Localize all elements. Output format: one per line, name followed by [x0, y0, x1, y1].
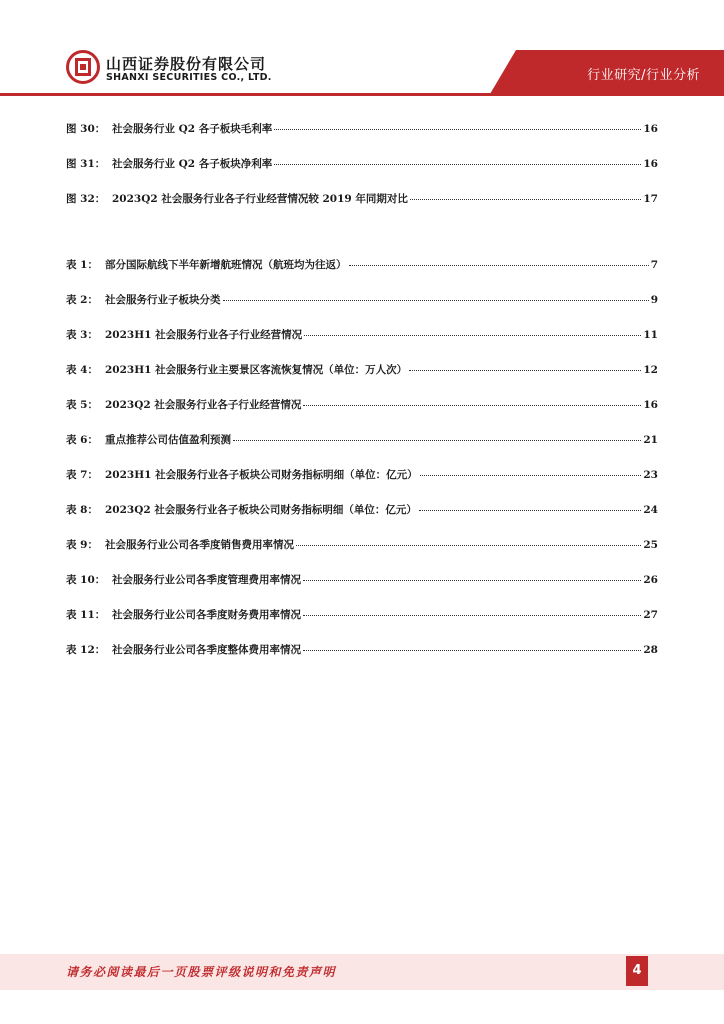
toc-entry-title: 社会服务行业 Q2 各子板块毛利率 [112, 123, 273, 135]
toc-entry[interactable] [66, 254, 658, 289]
toc-entry-page: 16 [643, 399, 658, 411]
page-header [0, 0, 724, 100]
toc-entry-number: 表 6： [66, 434, 98, 446]
toc-entry-title: 社会服务行业子板块分类 [105, 294, 221, 306]
toc-entry-number: 图 30： [66, 123, 106, 135]
toc-entry-number: 表 5： [66, 399, 98, 411]
toc-entry[interactable] [66, 359, 658, 394]
toc-dot-leader [303, 650, 641, 651]
toc-dot-leader [409, 370, 641, 371]
toc-entry-number: 表 11： [66, 609, 106, 621]
toc-dot-leader [223, 300, 649, 301]
toc-dot-leader [419, 510, 642, 511]
toc-entry-page: 9 [650, 294, 658, 306]
section-tag: 行业研究/行业分析 [587, 68, 700, 83]
toc-entry-number: 图 32： [66, 193, 106, 205]
toc-entry[interactable] [66, 604, 658, 639]
table-list [66, 254, 658, 674]
toc-entry-page: 11 [643, 329, 658, 341]
toc-entry-page: 25 [643, 539, 658, 551]
toc-entry-page: 21 [643, 434, 658, 446]
brand-name-en: SHANXI SECURITIES CO., LTD. [106, 72, 272, 83]
toc-entry-page: 26 [643, 574, 658, 586]
toc-entry[interactable] [66, 569, 658, 604]
page-number: 4 [626, 956, 648, 986]
toc-entry-page: 7 [650, 259, 658, 271]
toc-dot-leader [420, 475, 642, 476]
toc-entry-number: 表 10： [66, 574, 106, 586]
toc-entry-title: 2023Q2 社会服务行业各子板块公司财务指标明细（单位：亿元） [105, 504, 417, 516]
toc-entry-number: 表 7： [66, 469, 98, 481]
brand-name-cn: 山西证券股份有限公司 [106, 55, 267, 73]
toc-entry-page: 16 [643, 123, 658, 135]
toc-dot-leader [233, 440, 641, 441]
toc-entry[interactable] [66, 324, 658, 359]
toc-entry-title: 社会服务行业公司各季度财务费用率情况 [112, 609, 301, 621]
toc-entry[interactable] [66, 464, 658, 499]
toc-entry-page: 24 [643, 504, 658, 516]
toc-entry-number: 表 12： [66, 644, 106, 656]
toc-entry[interactable] [66, 118, 658, 153]
toc-entry[interactable] [66, 394, 658, 429]
toc-entry-title: 2023H1 社会服务行业各子行业经营情况 [105, 329, 303, 341]
toc-entry-title: 2023H1 社会服务行业主要景区客流恢复情况（单位：万人次） [105, 364, 408, 376]
toc-entry-title: 社会服务行业 Q2 各子板块净利率 [112, 158, 273, 170]
toc-entry-title: 部分国际航线下半年新增航班情况（航班均为往返） [105, 259, 347, 271]
toc-entry[interactable] [66, 639, 658, 674]
toc-entry[interactable] [66, 188, 658, 223]
toc-entry-title: 2023Q2 社会服务行业各子行业经营情况较 2019 年同期对比 [112, 193, 408, 205]
toc-entry-page: 28 [643, 644, 658, 656]
toc-entry-title: 2023H1 社会服务行业各子板块公司财务指标明细（单位：亿元） [105, 469, 418, 481]
toc-entry-number: 表 1： [66, 259, 98, 271]
toc-entry-title: 社会服务行业公司各季度整体费用率情况 [112, 644, 301, 656]
toc-dot-leader [274, 129, 641, 130]
toc-entry-number: 图 31： [66, 158, 106, 170]
toc-entry-page: 16 [643, 158, 658, 170]
toc-entry[interactable] [66, 499, 658, 534]
disclaimer-text: 请务必阅读最后一页股票评级说明和免责声明 [66, 965, 337, 979]
toc-entry-page: 17 [643, 193, 658, 205]
toc-dot-leader [296, 545, 641, 546]
toc-entry-number: 表 4： [66, 364, 98, 376]
toc-entry-title: 社会服务行业公司各季度销售费用率情况 [105, 539, 294, 551]
figure-list [66, 118, 658, 223]
page-footer [0, 954, 724, 990]
toc-entry-page: 23 [643, 469, 658, 481]
toc-entry[interactable] [66, 153, 658, 188]
toc-entry-number: 表 3： [66, 329, 98, 341]
header-divider [0, 93, 724, 96]
toc-dot-leader [303, 405, 641, 406]
toc-dot-leader [274, 164, 641, 165]
toc-entry-title: 重点推荐公司估值盈利预测 [105, 434, 231, 446]
toc-entry-number: 表 8： [66, 504, 98, 516]
shanxi-securities-logo-icon [66, 50, 100, 84]
toc-entry-page: 12 [643, 364, 658, 376]
toc-entry-title: 社会服务行业公司各季度管理费用率情况 [112, 574, 301, 586]
toc-entry-number: 表 2： [66, 294, 98, 306]
toc-entry-number: 表 9： [66, 539, 98, 551]
toc-dot-leader [410, 199, 642, 200]
toc-entry[interactable] [66, 534, 658, 569]
toc-entry-title: 2023Q2 社会服务行业各子行业经营情况 [105, 399, 302, 411]
toc-dot-leader [304, 335, 641, 336]
table-of-contents [66, 118, 658, 674]
toc-dot-leader [349, 265, 649, 266]
toc-dot-leader [303, 615, 641, 616]
toc-dot-leader [303, 580, 641, 581]
toc-entry-page: 27 [643, 609, 658, 621]
toc-entry[interactable] [66, 429, 658, 464]
toc-entry[interactable] [66, 289, 658, 324]
